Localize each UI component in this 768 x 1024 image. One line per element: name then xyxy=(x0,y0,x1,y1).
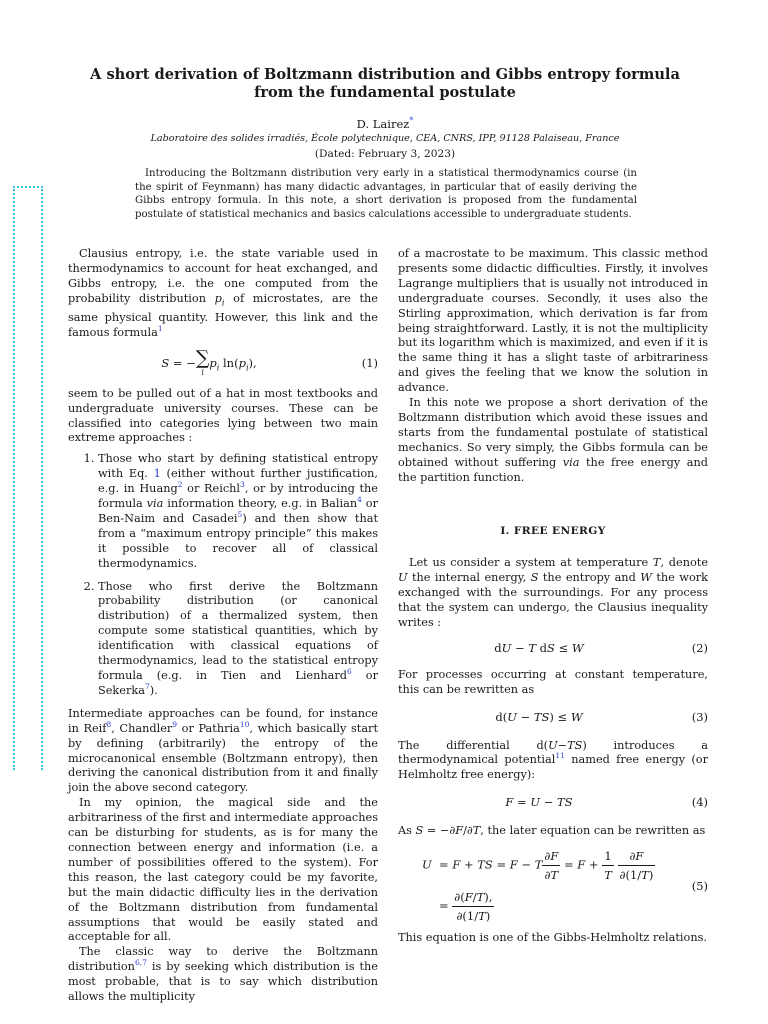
equation-number: (1) xyxy=(361,356,378,371)
paper-title: A short derivation of Boltzmann distribution and Gibbs entropy formula from the fundamental postulate xyxy=(90,66,680,101)
paragraph: In this note we propose a short derivation of the Boltzmann distribution which avoid these issues and starts from the fundamental postulate of statistical mechanics. So very simply, the Gibbs formula can be obtained without suffering via the free energy and the partition function. xyxy=(398,396,708,484)
paragraph: In my opinion, the magical side and the arbitrariness of the first and intermediate approaches can be disturbing for students, as is for many the connection between energy and information (i.e. a number of possibilities offered to the system). For this reason, the last category could be my favorite, but the main didactic difficulty lies in the derivation of the Boltzmann distribution from fundamental assumptions that would be easily stated and acceptable for all. xyxy=(68,796,378,944)
author-footnote-mark[interactable]: * xyxy=(409,116,414,125)
paragraph: As S = −∂F/∂T, the later equation can be rewritten as xyxy=(398,824,706,838)
citation-link[interactable]: 4 xyxy=(357,495,362,505)
citation-link[interactable]: 9 xyxy=(172,719,178,729)
paragraph: of a macrostate to be maximum. This classic method presents some didactic difficulties. Firstly, it involves Lagrange multipliers that is usually not introduced in undergraduate courses. Secondly, it uses also the Stirling approximation, which derivation is far from being straightforward. Lastly, it is not the multiplicity but its logarithm which is maximized, and even if it is the same thing it has a slight taste of arbitrariness and gives the feeling that we know the solution in advance. xyxy=(398,247,708,395)
equation-link[interactable]: 1 xyxy=(153,467,161,481)
equation-number: (3) xyxy=(691,709,708,724)
equation-5: U = F + TS = F − T $\frac{\partial F}{\partial T}$ = F + $\frac{1}{T}$ $\frac{\partial F}{\partial(1/T)}$ = $\frac{\partial(F/T),}{\partial(1/T)}$ (5) xyxy=(422,849,708,924)
paragraph: The differential d(U−TS) introduces a thermodynamical potential$^{11}$ named free energy (or Helmholtz free energy): xyxy=(398,738,708,782)
list-item: 2. Those who first derive the Boltzmann probability distribution (or canonical distribution) of a thermalized system, then compute some statistical quantities, which by identification with classical equations of thermodynamics, lead to the statistical entropy formula (e.g. in Tien and Lienhard$^6$ or Sekerka$^7$). xyxy=(98,580,378,699)
equation-1: S = − ∑ i $p_i$ $\ln(p_i)$, (1) xyxy=(161,346,378,377)
approach-list xyxy=(68,452,378,699)
equation-3: d(U − TS) ≤ W (3) xyxy=(495,709,708,724)
citation-link[interactable]: 11 xyxy=(555,751,565,761)
abstract: Introducing the Boltzmann distribution very early in a statistical thermodynamics course (in the spirit of Feynmann) has many didactic advantages, in particular that of easily deriving the Gibbs entropy formula. In this note, a short derivation is proposed from the fundamental postulate of statistical mechanics and basics calculations accessible to undergraduate students. xyxy=(135,168,637,220)
left-column xyxy=(68,247,378,1005)
affiliation: Laboratoire des solides irradiés, École polytechnique, CEA, CNRS, IPP, 91128 Palaiseau, France xyxy=(150,133,620,144)
right-column xyxy=(398,247,708,946)
paragraph: Intermediate approaches can be found, for instance in Reif$^8$, Chandler$^9$ or Pathria$^{10}$, which basically start by defining (arbitrarily) the entropy of the microcanonical ensemble (Boltzmann entropy), then deriving the canonical distribution from it and finally join the above second category. xyxy=(68,706,378,795)
citation-link[interactable]: 7 xyxy=(144,682,150,692)
citation-link[interactable]: 6,7 xyxy=(134,958,147,968)
paragraph: For processes occurring at constant temperature, this can be rewritten as xyxy=(398,667,708,696)
author-name: D. Lairez xyxy=(356,116,410,131)
citation-link[interactable]: 10 xyxy=(239,719,250,729)
equation-number: (4) xyxy=(691,795,708,810)
paragraph: Clausius entropy, i.e. the state variable used in thermodynamics to account for heat exchanged, and Gibbs entropy, i.e. the one computed from the probability distribution $p_i$ of microstates, are the same physical quantity. However, this link and the famous formula$^1$ xyxy=(68,247,378,339)
citation-link[interactable]: 8 xyxy=(106,719,112,729)
paragraph: seem to be pulled out of a hat in most textbooks and undergraduate university courses. These can be classified into categories lying between two main extreme approaches : xyxy=(68,386,378,445)
date-line: (Dated: February 3, 2023) xyxy=(314,148,456,160)
list-item: 1. Those who start by defining statistical entropy with Eq. 1 (either without further justification, e.g. in Huang$^2$ or Reichl$^3$, or by introducing the formula via information theory, e.g. in Balian$^4$ or Ben-Naim and Casadei$^5$) and then show that from a “maximum entropy principle” this makes it possible to recover all of classical thermodynamics. xyxy=(98,452,378,571)
citation-link[interactable]: 6 xyxy=(347,667,352,677)
margin-annotation-box xyxy=(13,186,43,770)
equation-4: F = U − TS (4) xyxy=(505,795,708,810)
citation-link[interactable]: 1 xyxy=(157,324,163,334)
equation-number: (5) xyxy=(691,878,708,893)
section-heading: I. FREE ENERGY xyxy=(500,524,606,537)
equation-number: (2) xyxy=(691,640,708,655)
paragraph: This equation is one of the Gibbs-Helmholtz relations. xyxy=(398,931,707,945)
paragraph: Let us consider a system at temperature T, denote U the internal energy, S the entropy and W the work exchanged with the surroundings. For any process that the system can undergo, the Clausius inequality writes : xyxy=(398,556,708,630)
citation-link[interactable]: 3 xyxy=(240,480,245,490)
equation-2: dU − T dS ≤ W (2) xyxy=(494,640,708,655)
citation-link[interactable]: 5 xyxy=(237,510,243,520)
citation-link[interactable]: 2 xyxy=(177,480,183,490)
paragraph: The classic way to derive the Boltzmann distribution$^{6,7}$ is by seeking which distribution is the most probable, that is to say which distribution allows the multiplicity xyxy=(68,945,378,1004)
author-line xyxy=(90,116,680,131)
